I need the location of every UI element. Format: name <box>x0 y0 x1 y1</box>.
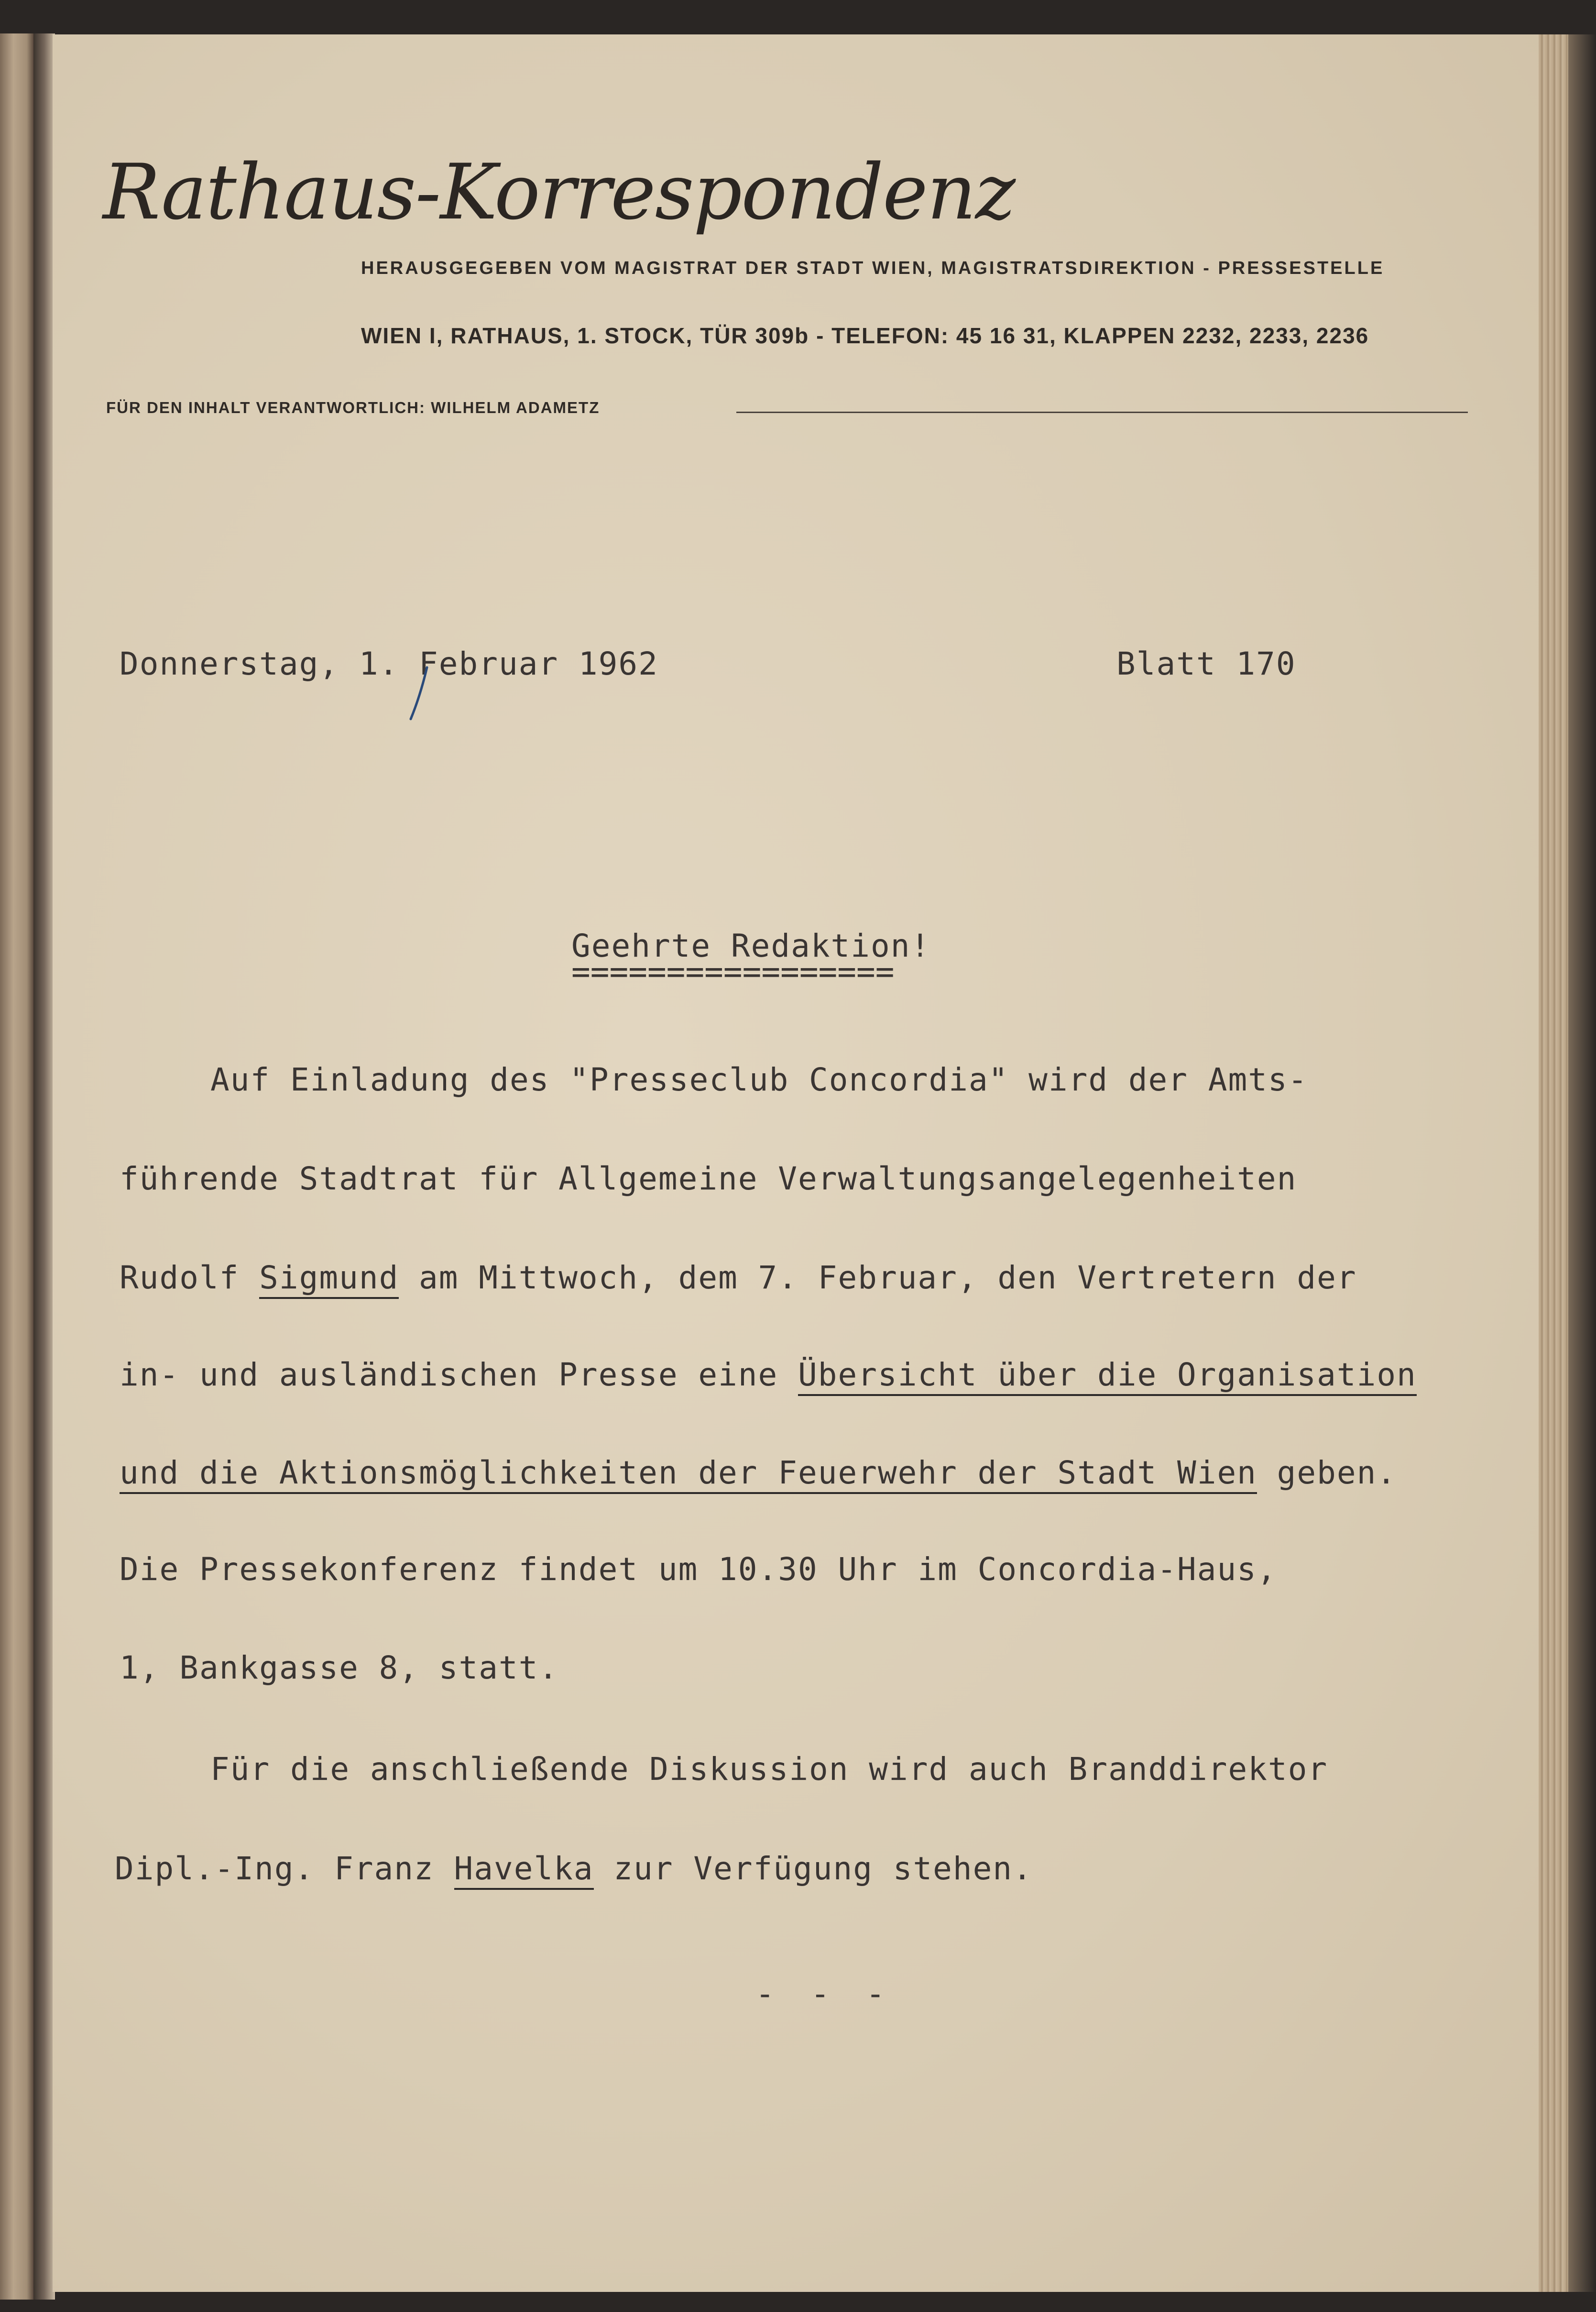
text-segment: geben. <box>1257 1454 1397 1491</box>
underlined-name-sigmund: Sigmund <box>259 1259 399 1299</box>
salutation: Geehrte Redaktion! <box>571 927 931 964</box>
publisher-line: HERAUSGEGEBEN VOM MAGISTRAT DER STADT WIEN, MAGISTRATSDIREKTION - PRESSESTELLE <box>361 258 1385 278</box>
letterhead-title: Rathaus-Korrespondenz <box>103 147 1015 237</box>
text-segment: Dipl.-Ing. Franz <box>115 1850 454 1887</box>
document-page <box>53 34 1539 2292</box>
underlined-phrase: und die Aktionsmöglichkeiten der Feuerwehr der Stadt Wien <box>120 1454 1257 1494</box>
sheet-number: Blatt 170 <box>1116 645 1296 682</box>
paragraph-1-line-6: Die Pressekonferenz findet um 10.30 Uhr im Concordia-Haus, <box>120 1551 1277 1588</box>
underlined-name-havelka: Havelka <box>454 1850 594 1890</box>
text-segment: zur Verfügung stehen. <box>593 1850 1033 1887</box>
text-segment: am Mittwoch, dem 7. Februar, den Vertretern der <box>399 1259 1357 1296</box>
text-segment: in- und ausländischen Presse eine <box>120 1356 798 1393</box>
paragraph-1-line-5 <box>120 1454 1397 1491</box>
facing-page-edge <box>0 33 33 2300</box>
underlined-phrase: Übersicht über die Organisation <box>798 1356 1417 1396</box>
end-mark: - - - <box>755 1975 894 2012</box>
page-stack-shadow <box>1568 34 1596 2292</box>
text-segment: Rudolf <box>120 1259 260 1296</box>
paragraph-2-line-1: Für die anschließende Diskussion wird auch Branddirektor <box>210 1751 1328 1788</box>
paragraph-2-line-2 <box>115 1850 1033 1887</box>
paragraph-1-line-4 <box>120 1356 1417 1393</box>
responsible-line: FÜR DEN INHALT VERANTWORTLICH: WILHELM ADAMETZ <box>106 399 600 416</box>
salutation-underline: ================= <box>571 953 895 990</box>
paragraph-1-line-7: 1, Bankgasse 8, statt. <box>120 1649 559 1686</box>
date-line: Donnerstag, 1. Februar 1962 <box>120 645 658 682</box>
handwritten-correction-mark <box>404 665 433 722</box>
paragraph-1-line-2: führende Stadtrat für Allgemeine Verwaltungsangelegenheiten <box>120 1160 1297 1197</box>
address-line: WIEN I, RATHAUS, 1. STOCK, TÜR 309b - TELEFON: 45 16 31, KLAPPEN 2232, 2233, 2236 <box>361 323 1369 348</box>
paragraph-1-line-1: Auf Einladung des "Presseclub Concordia" wird der Amts- <box>210 1061 1308 1098</box>
paragraph-1-line-3 <box>120 1259 1357 1296</box>
binding-gutter <box>33 33 55 2300</box>
letterhead-rule <box>736 412 1468 413</box>
